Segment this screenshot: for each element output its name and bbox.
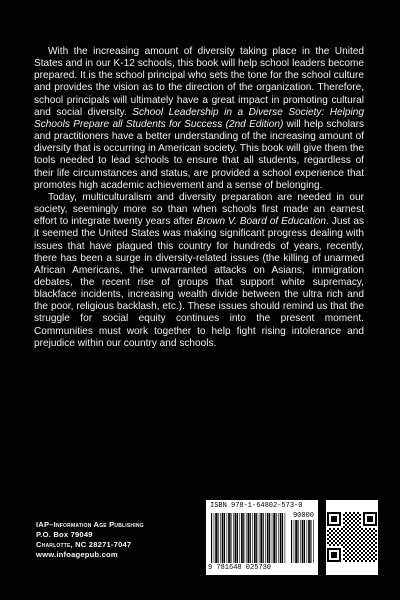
publisher-po-box: P.O. Box 79049 xyxy=(36,530,93,539)
publisher-name: IAP–Information Age Publishing xyxy=(36,520,144,529)
blurb-text: will help scholars and practitioners have a better understanding of the increasing amount of diversity that is occurring in American society. This book will give them the tools needed to lead schools to ensure that all students, regardless of their life circumstances and status, are provided a school experience that promotes high academic achievement and a sense of belonging. xyxy=(34,118,364,191)
barcode-digits: 9 781648 025730 xyxy=(208,564,272,572)
publisher-city: Charlotte, NC 28271-7047 xyxy=(36,540,132,549)
barcode-bars xyxy=(210,513,286,563)
blurb-paragraph-2 xyxy=(34,192,364,350)
blurb-text: Today, multiculturalism and diversity preparation are needed in our society, seemingly more so than when schools first made an earnest effort to integrate twenty years after xyxy=(34,191,364,228)
publisher-info xyxy=(36,520,186,560)
book-title-italic: School Leadership in a Diverse Society: Helping Schools Prepare all Students for Success (2nd Edition) xyxy=(34,106,364,130)
publisher-website: www.infoagepub.com xyxy=(36,550,118,559)
case-name-italic: Brown V. Board of Education xyxy=(196,216,327,228)
blurb-text: With the increasing amount of diversity taking place in the United States and in our K-12 schools, this book will help school leaders become prepared. It is the school principal who sets the tone for the school culture and provides the vision as to the direction of the organization. Therefore, school principals will ultimately have a great impact in promoting cultural and social diversity. xyxy=(34,46,364,118)
price-code: 90000 xyxy=(292,512,314,520)
back-cover-blurb xyxy=(34,46,364,350)
isbn-label: ISBN 978-1-64802-573-0 xyxy=(210,502,303,510)
qr-code-pattern xyxy=(327,512,377,562)
blurb-paragraph-1 xyxy=(34,46,364,192)
isbn-barcode xyxy=(206,500,318,575)
blurb-text: . Just as it seemed the United States was making significant progress dealing with issues that have plagued this country for hundreds of years, recently, there has been a surge in diversity-related issues (the killing of unarmed African Americans, the unwarranted attacks on Asians, immigration debates, the recent rise of groups that support white supremacy, blackface incidents, increasing wealth divide between the ultra rich and the poor, religious backlash, etc.). These issues should remind us that the struggle for social equity continues into the present moment. Communities must work together to help fight rising intolerance and prejudice within our country and schools. xyxy=(34,216,364,349)
qr-code xyxy=(326,500,378,575)
barcode-addon-bars xyxy=(290,520,314,563)
